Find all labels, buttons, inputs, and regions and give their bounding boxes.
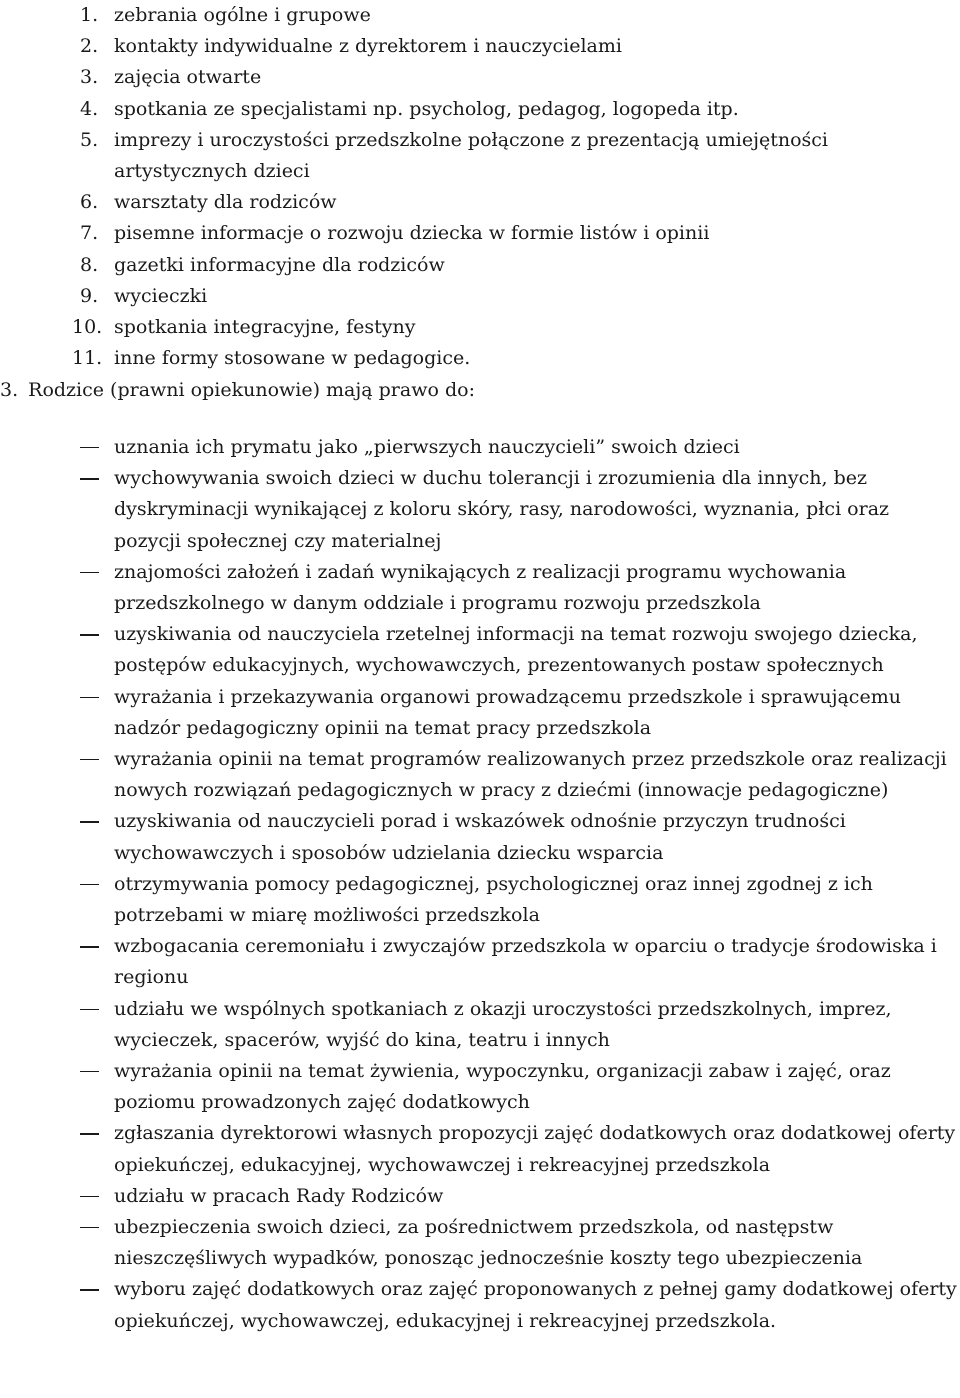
dash-bullet [80,821,99,822]
list-text: zgłaszania dyrektorowi własnych propozycji zajęć dodatkowych oraz dodatkowej oferty opiekuńczej, edukacyjnej, wychowawczej i rekreacyjnej przedszkola [114,1122,956,1176]
list-text: zebrania ogólne i grupowe [114,4,371,26]
list-item [0,31,960,62]
dash-bullet [80,946,99,947]
dash-bullet [80,1289,99,1290]
list-number: 6. [80,191,99,214]
parent-rights-list [0,432,960,1337]
list-text: wyrażania i przekazywania organowi prowadzącemu przedszkole i sprawującemu nadzór pedagogiczny opinii na temat pracy przedszkola [114,685,901,739]
list-number: 8. [80,253,99,276]
list-text: spotkania integracyjne, festyny [114,316,416,339]
list-text: otrzymywania pomocy pedagogicznej, psychologicznej oraz innej zgodnej z ich potrzebami w miarę możliwości przedszkola [114,872,873,927]
list-text: gazetki informacyjne dla rodziców [114,253,445,276]
list-text: wyboru zajęć dodatkowych oraz zajęć proponowanych z pełnej gamy dodatkowej oferty opiekuńczej, wychowawczej, edukacyjnej i rekreacyjnej przedszkola. [114,1278,957,1332]
section-heading [0,375,475,406]
list-item [0,218,960,249]
list-text: udziału we wspólnych spotkaniach z okazji uroczystości przedszkolnych, imprez, wycieczek, spacerów, wyjść do kina, teatru i innych [114,997,892,1051]
list-item [0,557,960,619]
dash-bullet [80,1227,99,1228]
list-text: imprezy i uroczystości przedszkolne połączone z prezentacją umiejętności artystycznych dzieci [114,128,829,183]
list-text: warsztaty dla rodziców [114,191,337,214]
list-number: 4. [80,97,99,120]
list-item [0,94,960,125]
section-title: Rodzice (prawni opiekunowie) mają prawo do: [28,379,475,401]
dash-bullet [80,1071,99,1072]
list-item [0,682,960,744]
list-item [0,619,960,681]
list-item [0,463,960,557]
list-number: 9. [80,284,99,307]
list-item [0,869,960,931]
list-item [0,806,960,868]
list-text: inne formy stosowane w pedagogice. [114,347,471,370]
dash-bullet [80,478,99,479]
list-text: ubezpieczenia swoich dzieci, za pośrednictwem przedszkola, od następstw nieszczęśliwych wypadków, ponosząc jednocześnie koszty tego ubezpieczenia [114,1216,863,1270]
list-text: wyrażania opinii na temat żywienia, wypoczynku, organizacji zabaw i zajęć, oraz poziomu prowadzonych zajęć dodatkowych [114,1060,891,1114]
list-number: 11. [72,347,103,370]
list-item [0,281,960,312]
dash-bullet [80,697,99,698]
list-number: 10. [72,316,103,339]
section-number: 3. [0,379,19,401]
list-text: wycieczki [114,284,208,307]
list-text: uzyskiwania od nauczyciela rzetelnej informacji na temat rozwoju swojego dziecka, postępów edukacyjnych, wychowawczych, prezentowanych postaw społecznych [114,623,918,677]
list-item [0,1181,960,1212]
list-item [0,1212,960,1274]
list-item [0,994,960,1056]
dash-bullet [80,1133,99,1134]
list-number: 2. [80,35,99,58]
list-text: uzyskiwania od nauczycieli porad i wskazówek odnośnie przyczyn trudności wychowawczych i sposobów udzielania dziecku wsparcia [114,810,846,864]
list-text: wyrażania opinii na temat programów realizowanych przez przedszkole oraz realizacji nowych rozwiązań pedagogicznych w pracy z dziećmi (innowacje pedagogiczne) [114,748,947,802]
list-item [0,343,960,374]
list-text: zajęcia otwarte [114,66,262,89]
list-item [0,1274,960,1336]
list-item [0,125,960,187]
dash-bullet [80,884,99,885]
list-item [0,312,960,343]
list-number: 1. [80,4,99,26]
list-item [0,432,960,463]
list-text: wychowywania swoich dzieci w duchu tolerancji i zrozumienia dla innych, bez dyskryminacji wynikającej z koloru skóry, rasy, narodowości, wyznania, płci oraz pozycji społecznej czy materialnej [114,467,890,552]
list-item [0,250,960,281]
list-number: 5. [80,128,99,151]
list-number: 3. [80,66,99,89]
list-item [0,62,960,93]
list-text: wzbogacania ceremoniału i zwyczajów przedszkola w oparciu o tradycje środowiska i regionu [114,935,937,989]
list-text: uznania ich prymatu jako „pierwszych nauczycieli” swoich dzieci [114,436,740,458]
contact-forms-list [0,0,960,374]
list-text: znajomości założeń i zadań wynikających z realizacji programu wychowania przedszkolnego w danym oddziale i programu rozwoju przedszkola [114,560,847,615]
dash-bullet [80,634,99,635]
list-item [0,0,960,31]
list-text: pisemne informacje o rozwoju dziecka w formie listów i opinii [114,222,710,245]
dash-bullet [80,447,99,448]
dash-bullet [80,572,99,573]
list-item [0,744,960,806]
dash-bullet [80,1196,99,1197]
list-item [0,1118,960,1180]
list-text: spotkania ze specjalistami np. psycholog, pedagog, logopeda itp. [114,97,739,120]
list-text: udziału w pracach Rady Rodziców [114,1184,444,1207]
dash-bullet [80,759,99,760]
list-text: kontakty indywidualne z dyrektorem i nauczycielami [114,35,622,58]
dash-bullet [80,1009,99,1010]
list-item [0,1056,960,1118]
list-number: 7. [80,222,99,245]
list-item [0,931,960,993]
list-item [0,187,960,218]
